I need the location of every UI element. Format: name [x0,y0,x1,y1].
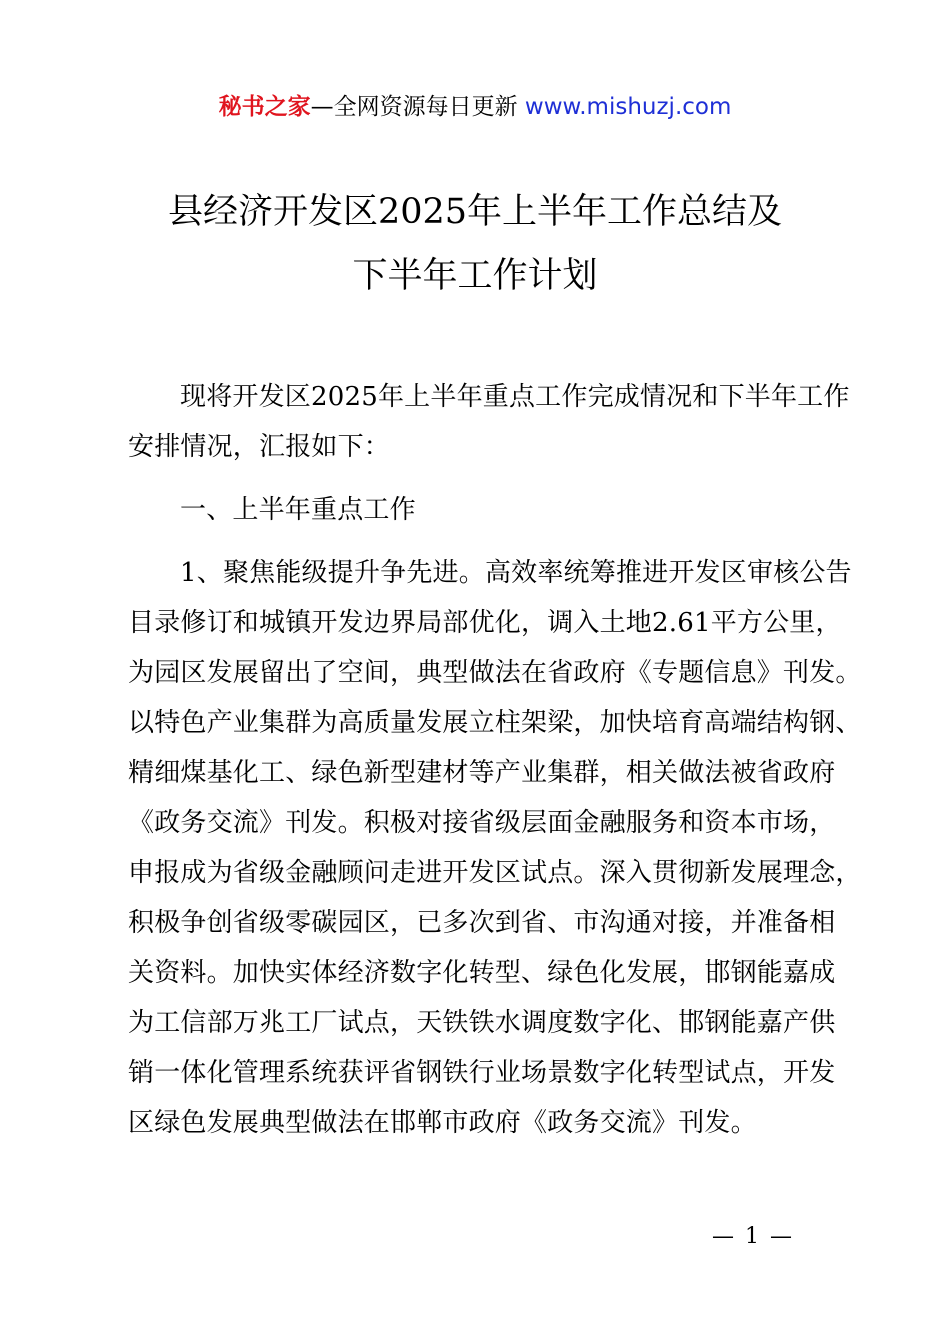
paragraph-line: 积极争创省级零碳园区，已多次到省、市沟通对接，并准备相 [128,908,836,938]
paragraph-line: 申报成为省级金融顾问走进开发区试点。深入贯彻新发展理念， [128,858,862,888]
site-header [0,88,950,121]
paragraph-line: 1、聚焦能级提升争先进。高效率统筹推进开发区审核公告 [180,558,852,588]
intro-line-2: 安排情况，汇报如下： [128,432,391,462]
paragraph-line: 目录修订和城镇开发边界局部优化，调入土地2.61平方公里， [128,608,842,638]
paragraph-line: 销一体化管理系统获评省钢铁行业场景数字化转型试点，开发 [128,1058,836,1088]
paragraph-line: 《政务交流》刊发。积极对接省级层面金融服务和资本市场， [128,808,836,838]
intro-line-1: 现将开发区2025年上半年重点工作完成情况和下半年工作 [180,382,850,412]
document-title-line-2: 下半年工作计划 [352,256,598,296]
paragraph-line: 为工信部万兆工厂试点，天铁铁水调度数字化、邯钢能嘉产供 [128,1008,836,1038]
paragraph-line: 为园区发展留出了空间，典型做法在省政府《专题信息》刊发。 [128,658,862,688]
header-tagline: —全网资源每日更新 [310,94,525,120]
document-title-line-1: 县经济开发区2025年上半年工作总结及 [167,192,783,232]
paragraph-line: 以特色产业集群为高质量发展立柱架梁，加快培育高端结构钢、 [128,708,862,738]
paragraph-line: 关资料。加快实体经济数字化转型、绿色化发展，邯钢能嘉成 [128,958,836,988]
section-heading: 一、上半年重点工作 [180,495,416,525]
paragraph-line: 区绿色发展典型做法在邯郸市政府《政务交流》刊发。 [128,1108,757,1138]
paragraph-line: 精细煤基化工、绿色新型建材等产业集群，相关做法被省政府 [128,758,836,788]
page-number: — 1 — [712,1224,794,1249]
site-url-link[interactable]: www.mishuzj.com [524,94,732,120]
brand-name: 秘书之家 [218,94,311,120]
